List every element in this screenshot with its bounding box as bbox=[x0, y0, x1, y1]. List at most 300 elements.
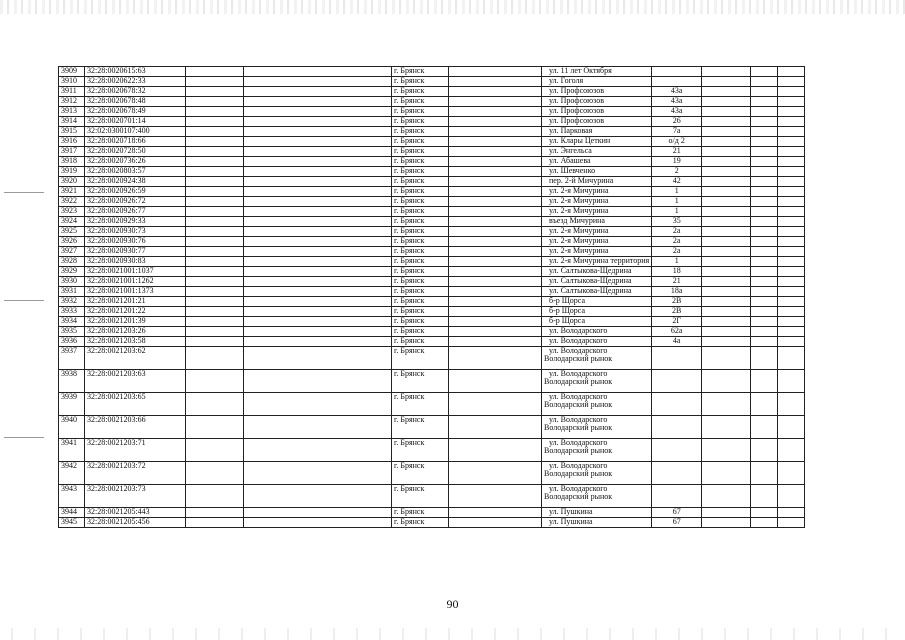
city-cell: г. Брянск bbox=[392, 317, 449, 327]
empty-cell bbox=[186, 287, 244, 297]
empty-cell bbox=[244, 247, 392, 257]
empty-cell bbox=[449, 137, 542, 147]
row-number-cell: 3945 bbox=[59, 518, 85, 528]
street-cell bbox=[542, 485, 652, 508]
empty-cell bbox=[244, 393, 392, 416]
street-line: ул. 2-я Мичурина территория bbox=[549, 256, 650, 265]
empty-cell bbox=[702, 518, 751, 528]
row-number-cell: 3919 bbox=[59, 167, 85, 177]
empty-cell bbox=[449, 462, 542, 485]
row-number-cell: 3929 bbox=[59, 267, 85, 277]
row-number-cell: 3927 bbox=[59, 247, 85, 257]
empty-cell bbox=[778, 127, 805, 137]
city-cell: г. Брянск bbox=[392, 327, 449, 337]
street-cell bbox=[542, 277, 652, 287]
row-number-cell: 3944 bbox=[59, 508, 85, 518]
empty-cell bbox=[244, 237, 392, 247]
row-number-cell: 3942 bbox=[59, 462, 85, 485]
cadastral-number-cell: 32:28:0021203:65 bbox=[85, 393, 186, 416]
city-cell: г. Брянск bbox=[392, 393, 449, 416]
city-cell: г. Брянск bbox=[392, 370, 449, 393]
street-line: ул. Володарского bbox=[549, 326, 608, 335]
empty-cell bbox=[449, 439, 542, 462]
table-row bbox=[59, 267, 805, 277]
empty-cell bbox=[778, 207, 805, 217]
house-number-cell bbox=[652, 462, 702, 485]
empty-cell bbox=[449, 247, 542, 257]
street-cell bbox=[542, 337, 652, 347]
street-cell bbox=[542, 462, 652, 485]
empty-cell bbox=[449, 77, 542, 87]
row-number-cell: 3928 bbox=[59, 257, 85, 267]
table-row bbox=[59, 297, 805, 307]
house-number-cell: 18 bbox=[652, 267, 702, 277]
empty-cell bbox=[449, 167, 542, 177]
street-line: ул. 2-я Мичурина bbox=[549, 186, 609, 195]
empty-cell bbox=[778, 370, 805, 393]
street-line: ул. 2-я Мичурина bbox=[549, 206, 609, 215]
empty-cell bbox=[244, 347, 392, 370]
house-number-cell: 42 bbox=[652, 177, 702, 187]
empty-cell bbox=[778, 77, 805, 87]
cadastral-number-cell: 32:28:0020930:83 bbox=[85, 257, 186, 267]
empty-cell bbox=[702, 297, 751, 307]
street-line: ул. Володарского bbox=[549, 461, 608, 470]
house-number-cell: 21 bbox=[652, 277, 702, 287]
table-row bbox=[59, 137, 805, 147]
empty-cell bbox=[778, 287, 805, 297]
street-cell bbox=[542, 508, 652, 518]
empty-cell bbox=[702, 485, 751, 508]
empty-cell bbox=[186, 117, 244, 127]
cadastral-number-cell: 32:28:0020678:48 bbox=[85, 97, 186, 107]
empty-cell bbox=[449, 307, 542, 317]
cadastral-number-cell: 32:28:0020736:26 bbox=[85, 157, 186, 167]
street-cell bbox=[542, 416, 652, 439]
house-number-cell bbox=[652, 67, 702, 77]
cadastral-number-cell: 32:28:0021201:22 bbox=[85, 307, 186, 317]
table-row bbox=[59, 67, 805, 77]
empty-cell bbox=[778, 462, 805, 485]
table-row bbox=[59, 207, 805, 217]
street-cell bbox=[542, 370, 652, 393]
street-cell bbox=[542, 137, 652, 147]
city-cell: г. Брянск bbox=[392, 97, 449, 107]
empty-cell bbox=[751, 147, 778, 157]
house-number-cell: 43а bbox=[652, 107, 702, 117]
street-line: ул. Профсоюзов bbox=[549, 96, 605, 105]
cadastral-number-cell: 32:28:0020803:57 bbox=[85, 167, 186, 177]
row-number-cell: 3937 bbox=[59, 347, 85, 370]
empty-cell bbox=[702, 67, 751, 77]
empty-cell bbox=[244, 416, 392, 439]
city-cell: г. Брянск bbox=[392, 485, 449, 508]
street-cell bbox=[542, 67, 652, 77]
city-cell: г. Брянск bbox=[392, 217, 449, 227]
empty-cell bbox=[751, 317, 778, 327]
table-row bbox=[59, 439, 805, 462]
house-number-cell: 1 bbox=[652, 187, 702, 197]
empty-cell bbox=[702, 462, 751, 485]
empty-cell bbox=[778, 257, 805, 267]
house-number-cell: 2Г bbox=[652, 317, 702, 327]
house-number-cell: 2а bbox=[652, 227, 702, 237]
empty-cell bbox=[778, 347, 805, 370]
house-number-cell: 21 bbox=[652, 147, 702, 157]
street-line: ул. Володарского bbox=[549, 336, 608, 345]
empty-cell bbox=[244, 337, 392, 347]
empty-cell bbox=[244, 137, 392, 147]
empty-cell bbox=[778, 107, 805, 117]
empty-cell bbox=[244, 227, 392, 237]
table-row bbox=[59, 227, 805, 237]
street-line: ул. Профсоюзов bbox=[549, 106, 605, 115]
table-row bbox=[59, 508, 805, 518]
empty-cell bbox=[186, 197, 244, 207]
city-cell: г. Брянск bbox=[392, 462, 449, 485]
empty-cell bbox=[751, 237, 778, 247]
empty-cell bbox=[751, 187, 778, 197]
table-row bbox=[59, 117, 805, 127]
table-row bbox=[59, 485, 805, 508]
empty-cell bbox=[702, 157, 751, 167]
cadastral-number-cell: 32:28:0021205:443 bbox=[85, 508, 186, 518]
empty-cell bbox=[751, 197, 778, 207]
empty-cell bbox=[778, 518, 805, 528]
empty-cell bbox=[244, 297, 392, 307]
empty-cell bbox=[449, 416, 542, 439]
empty-cell bbox=[778, 87, 805, 97]
street-cell bbox=[542, 197, 652, 207]
city-cell: г. Брянск bbox=[392, 508, 449, 518]
cadastral-number-cell: 32:28:0021203:72 bbox=[85, 462, 186, 485]
cadastral-number-cell: 32:28:0020701:14 bbox=[85, 117, 186, 127]
empty-cell bbox=[186, 518, 244, 528]
house-number-cell: 26 bbox=[652, 117, 702, 127]
empty-cell bbox=[449, 327, 542, 337]
street-line: ул. 2-я Мичурина bbox=[549, 236, 609, 245]
empty-cell bbox=[778, 237, 805, 247]
table-row bbox=[59, 307, 805, 317]
table-row bbox=[59, 87, 805, 97]
row-number-cell: 3924 bbox=[59, 217, 85, 227]
empty-cell bbox=[244, 87, 392, 97]
empty-cell bbox=[449, 267, 542, 277]
empty-cell bbox=[186, 237, 244, 247]
property-registry-table bbox=[58, 66, 805, 528]
cadastral-number-cell: 32:28:0020924:38 bbox=[85, 177, 186, 187]
empty-cell bbox=[449, 277, 542, 287]
row-number-cell: 3930 bbox=[59, 277, 85, 287]
empty-cell bbox=[751, 257, 778, 267]
empty-cell bbox=[244, 157, 392, 167]
empty-cell bbox=[186, 257, 244, 267]
cadastral-number-cell: 32:02:0300107:400 bbox=[85, 127, 186, 137]
empty-cell bbox=[186, 207, 244, 217]
empty-cell bbox=[702, 97, 751, 107]
street-line: ул. Профсоюзов bbox=[549, 116, 605, 125]
empty-cell bbox=[186, 87, 244, 97]
street-line: ул. 2-я Мичурина bbox=[549, 226, 609, 235]
house-number-cell bbox=[652, 393, 702, 416]
street-cell bbox=[542, 187, 652, 197]
empty-cell bbox=[449, 347, 542, 370]
empty-cell bbox=[702, 508, 751, 518]
city-cell: г. Брянск bbox=[392, 237, 449, 247]
street-cell bbox=[542, 157, 652, 167]
empty-cell bbox=[449, 157, 542, 167]
empty-cell bbox=[751, 167, 778, 177]
empty-cell bbox=[702, 197, 751, 207]
empty-cell bbox=[186, 107, 244, 117]
house-number-cell: 4а bbox=[652, 337, 702, 347]
row-number-cell: 3925 bbox=[59, 227, 85, 237]
row-number-cell: 3941 bbox=[59, 439, 85, 462]
table-row bbox=[59, 393, 805, 416]
empty-cell bbox=[751, 97, 778, 107]
street-cell bbox=[542, 207, 652, 217]
empty-cell bbox=[702, 327, 751, 337]
table-row bbox=[59, 197, 805, 207]
empty-cell bbox=[778, 187, 805, 197]
empty-cell bbox=[244, 307, 392, 317]
empty-cell bbox=[751, 337, 778, 347]
street-line: б-р Щорса bbox=[549, 296, 586, 305]
table-row bbox=[59, 370, 805, 393]
empty-cell bbox=[244, 127, 392, 137]
table-row bbox=[59, 77, 805, 87]
empty-cell bbox=[751, 327, 778, 337]
street-line: ул. Абашева bbox=[549, 156, 591, 165]
row-number-cell: 3923 bbox=[59, 207, 85, 217]
empty-cell bbox=[244, 485, 392, 508]
empty-cell bbox=[702, 227, 751, 237]
row-number-cell: 3933 bbox=[59, 307, 85, 317]
empty-cell bbox=[778, 297, 805, 307]
street-line: ул. Володарского bbox=[549, 484, 608, 493]
empty-cell bbox=[751, 277, 778, 287]
empty-cell bbox=[702, 439, 751, 462]
row-number-cell: 3913 bbox=[59, 107, 85, 117]
empty-cell bbox=[778, 67, 805, 77]
empty-cell bbox=[778, 97, 805, 107]
house-number-cell: 19 bbox=[652, 157, 702, 167]
empty-cell bbox=[702, 307, 751, 317]
house-number-cell: 62а bbox=[652, 327, 702, 337]
empty-cell bbox=[186, 157, 244, 167]
empty-cell bbox=[751, 439, 778, 462]
empty-cell bbox=[778, 177, 805, 187]
city-cell: г. Брянск bbox=[392, 107, 449, 117]
row-number-cell: 3910 bbox=[59, 77, 85, 87]
street-line: ул. Володарского bbox=[549, 346, 608, 355]
cadastral-number-cell: 32:28:0021001:1373 bbox=[85, 287, 186, 297]
empty-cell bbox=[751, 77, 778, 87]
street-line: Володарский рынок bbox=[544, 423, 613, 432]
empty-cell bbox=[244, 97, 392, 107]
empty-cell bbox=[449, 67, 542, 77]
house-number-cell: 7а bbox=[652, 127, 702, 137]
table-row bbox=[59, 107, 805, 117]
house-number-cell: 35 bbox=[652, 217, 702, 227]
street-cell bbox=[542, 237, 652, 247]
empty-cell bbox=[751, 227, 778, 237]
table-row bbox=[59, 317, 805, 327]
row-number-cell: 3931 bbox=[59, 287, 85, 297]
house-number-cell bbox=[652, 347, 702, 370]
empty-cell bbox=[702, 337, 751, 347]
empty-cell bbox=[778, 147, 805, 157]
empty-cell bbox=[778, 416, 805, 439]
table-row bbox=[59, 247, 805, 257]
street-cell bbox=[542, 518, 652, 528]
empty-cell bbox=[449, 227, 542, 237]
city-cell: г. Брянск bbox=[392, 267, 449, 277]
street-line: ул. Шевченко bbox=[549, 166, 596, 175]
empty-cell bbox=[186, 127, 244, 137]
row-number-cell: 3912 bbox=[59, 97, 85, 107]
city-cell: г. Брянск bbox=[392, 197, 449, 207]
empty-cell bbox=[751, 508, 778, 518]
cadastral-number-cell: 32:28:0021205:456 bbox=[85, 518, 186, 528]
row-number-cell: 3918 bbox=[59, 157, 85, 167]
empty-cell bbox=[186, 67, 244, 77]
city-cell: г. Брянск bbox=[392, 67, 449, 77]
house-number-cell: 1 bbox=[652, 197, 702, 207]
empty-cell bbox=[244, 257, 392, 267]
empty-cell bbox=[751, 127, 778, 137]
street-line: ул. Салтыкова-Щедрина bbox=[549, 286, 632, 295]
empty-cell bbox=[778, 508, 805, 518]
house-number-cell: 1 bbox=[652, 257, 702, 267]
street-line: б-р Щорса bbox=[549, 306, 586, 315]
street-line: ул. Володарского bbox=[549, 369, 608, 378]
empty-cell bbox=[702, 207, 751, 217]
empty-cell bbox=[751, 393, 778, 416]
row-number-cell: 3938 bbox=[59, 370, 85, 393]
empty-cell bbox=[449, 117, 542, 127]
street-cell bbox=[542, 307, 652, 317]
row-number-cell: 3914 bbox=[59, 117, 85, 127]
empty-cell bbox=[449, 370, 542, 393]
city-cell: г. Брянск bbox=[392, 167, 449, 177]
empty-cell bbox=[449, 217, 542, 227]
street-cell bbox=[542, 177, 652, 187]
city-cell: г. Брянск bbox=[392, 247, 449, 257]
row-number-cell: 3909 bbox=[59, 67, 85, 77]
registry-table-body bbox=[59, 67, 805, 528]
empty-cell bbox=[751, 157, 778, 167]
empty-cell bbox=[751, 416, 778, 439]
table-row bbox=[59, 416, 805, 439]
cadastral-number-cell: 32:28:0020615:63 bbox=[85, 67, 186, 77]
city-cell: г. Брянск bbox=[392, 277, 449, 287]
house-number-cell: 2В bbox=[652, 297, 702, 307]
row-number-cell: 3940 bbox=[59, 416, 85, 439]
empty-cell bbox=[244, 117, 392, 127]
empty-cell bbox=[186, 267, 244, 277]
empty-cell bbox=[702, 187, 751, 197]
empty-cell bbox=[244, 177, 392, 187]
empty-cell bbox=[778, 137, 805, 147]
empty-cell bbox=[449, 337, 542, 347]
empty-cell bbox=[778, 267, 805, 277]
street-line: ул. 2-я Мичурина bbox=[549, 246, 609, 255]
house-number-cell: 1 bbox=[652, 207, 702, 217]
city-cell: г. Брянск bbox=[392, 147, 449, 157]
empty-cell bbox=[449, 147, 542, 157]
street-cell bbox=[542, 127, 652, 137]
scan-mark bbox=[4, 300, 44, 301]
city-cell: г. Брянск bbox=[392, 518, 449, 528]
empty-cell bbox=[244, 462, 392, 485]
cadastral-number-cell: 32:28:0021203:62 bbox=[85, 347, 186, 370]
empty-cell bbox=[186, 97, 244, 107]
row-number-cell: 3926 bbox=[59, 237, 85, 247]
house-number-cell bbox=[652, 77, 702, 87]
cadastral-number-cell: 32:28:0021203:63 bbox=[85, 370, 186, 393]
house-number-cell bbox=[652, 439, 702, 462]
row-number-cell: 3921 bbox=[59, 187, 85, 197]
empty-cell bbox=[186, 416, 244, 439]
street-line: ул. Володарского bbox=[549, 438, 608, 447]
empty-cell bbox=[186, 167, 244, 177]
row-number-cell: 3939 bbox=[59, 393, 85, 416]
empty-cell bbox=[449, 317, 542, 327]
empty-cell bbox=[778, 393, 805, 416]
street-cell bbox=[542, 77, 652, 87]
empty-cell bbox=[778, 167, 805, 177]
house-number-cell: 2а bbox=[652, 237, 702, 247]
empty-cell bbox=[449, 177, 542, 187]
street-cell bbox=[542, 117, 652, 127]
city-cell: г. Брянск bbox=[392, 117, 449, 127]
table-row bbox=[59, 257, 805, 267]
empty-cell bbox=[186, 137, 244, 147]
street-cell bbox=[542, 97, 652, 107]
table-row bbox=[59, 337, 805, 347]
table-row bbox=[59, 127, 805, 137]
street-cell bbox=[542, 107, 652, 117]
empty-cell bbox=[702, 317, 751, 327]
city-cell: г. Брянск bbox=[392, 257, 449, 267]
empty-cell bbox=[186, 77, 244, 87]
empty-cell bbox=[449, 393, 542, 416]
cadastral-number-cell: 32:28:0020930:77 bbox=[85, 247, 186, 257]
table-row bbox=[59, 167, 805, 177]
city-cell: г. Брянск bbox=[392, 227, 449, 237]
empty-cell bbox=[449, 257, 542, 267]
city-cell: г. Брянск bbox=[392, 127, 449, 137]
empty-cell bbox=[751, 287, 778, 297]
empty-cell bbox=[751, 247, 778, 257]
street-line: ул. Пушкина bbox=[549, 517, 593, 526]
empty-cell bbox=[751, 307, 778, 317]
street-line: б-р Щорса bbox=[549, 316, 586, 325]
cadastral-number-cell: 32:28:0021203:66 bbox=[85, 416, 186, 439]
cadastral-number-cell: 32:28:0021001:1262 bbox=[85, 277, 186, 287]
table-row bbox=[59, 277, 805, 287]
row-number-cell: 3915 bbox=[59, 127, 85, 137]
empty-cell bbox=[186, 337, 244, 347]
empty-cell bbox=[449, 485, 542, 508]
cadastral-number-cell: 32:28:0020728:50 bbox=[85, 147, 186, 157]
table-row bbox=[59, 157, 805, 167]
street-line: ул. Гоголя bbox=[549, 76, 584, 85]
street-cell bbox=[542, 287, 652, 297]
city-cell: г. Брянск bbox=[392, 416, 449, 439]
empty-cell bbox=[449, 297, 542, 307]
